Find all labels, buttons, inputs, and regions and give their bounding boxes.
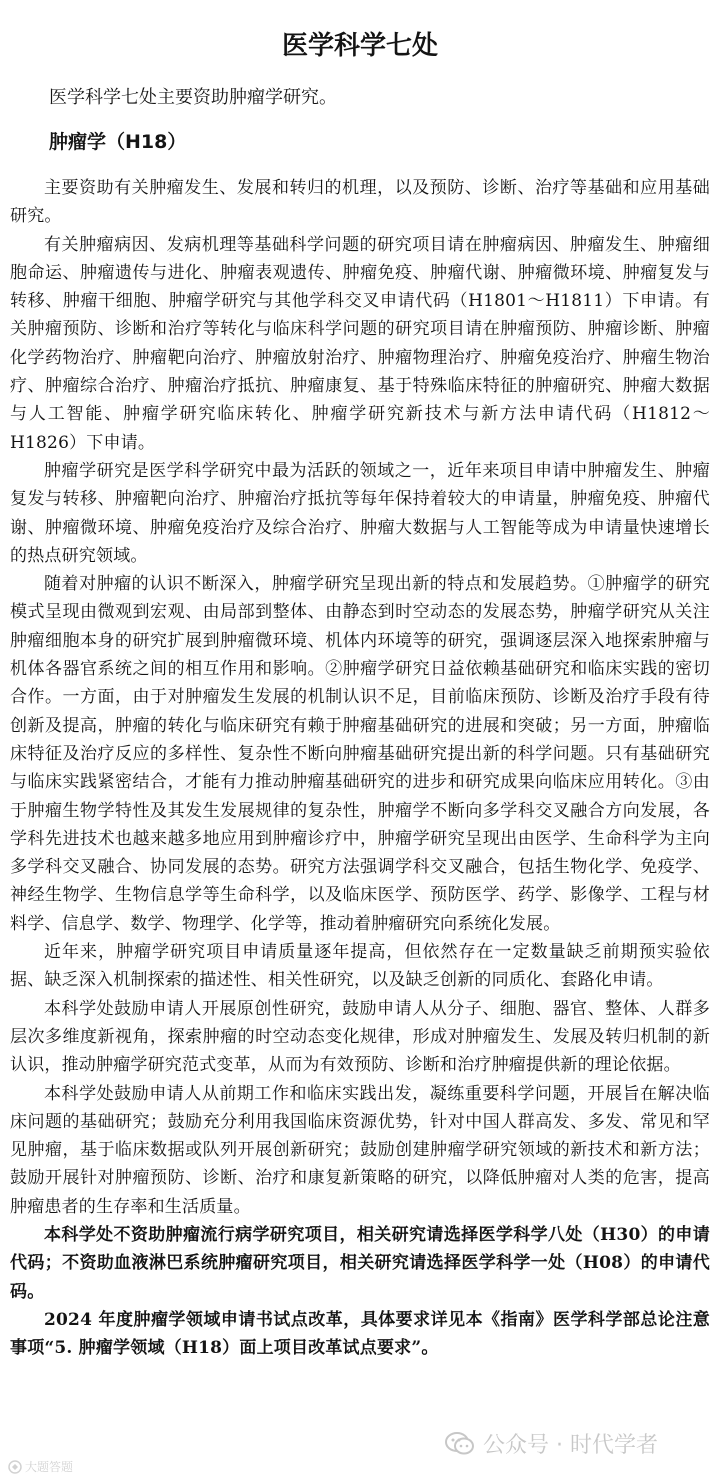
- paragraph-scope: 主要资助有关肿瘤发生、发展和转归的机理，以及预防、诊断、治疗等基础和应用基础研究。: [10, 178, 710, 227]
- paragraph-hotspots: 肿瘤学研究是医学科学研究中最为活跃的领域之一，近年来项目申请中肿瘤发生、肿瘤复发与转移、肿瘤靶向治疗、肿瘤治疗抵抗等每年保持着较大的申请量，肿瘤免疫、肿瘤代谢、肿瘤微环境、肿瘤免疫治疗及综合治疗、肿瘤大数据与人工智能等成为申请量快速增长的热点研究领域。: [10, 460, 710, 566]
- section-heading: 肿瘤学（H18）: [49, 131, 187, 153]
- paragraph-encourage-clinical: 本科学处鼓励申请人从前期工作和临床实践出发，凝练重要科学问题，开展旨在解决临床问题的基础研究；鼓励充分利用我国临床资源优势，针对中国人群高发、多发、常见和罕见肿瘤，基于临床数据或队列开展创新研究；鼓励创建肿瘤学研究领域的新技术和新方法；鼓励开展针对肿瘤预防、诊断、治疗和康复新策略的研究，以降低肿瘤对人类的危害，提高肿瘤患者的生存率和生活质量。: [10, 1083, 710, 1217]
- paragraph-encourage-original: 本科学处鼓励申请人开展原创性研究，鼓励申请人从分子、细胞、器官、整体、人群多层次多维度新视角，探索肿瘤的时空动态变化规律，形成对肿瘤发生、发展及转归机制的新认识，推动肿瘤学研究范式变革，从而为有效预防、诊断和治疗肿瘤提供新的理论依据。: [10, 998, 710, 1076]
- paragraph-exclusions: 本科学处不资助肿瘤流行病学研究项目，相关研究请选择医学科学八处（H30）的申请代码；不资助血液淋巴系统肿瘤研究项目，相关研究请选择医学科学一处（H08）的申请代码。: [10, 1224, 710, 1302]
- page-title: 医学科学七处: [281, 31, 438, 61]
- body-text: [10, 174, 710, 1362]
- wechat-account-text: 公众号 · 时代学者: [483, 1433, 658, 1458]
- watermark: [8, 1458, 73, 1475]
- intro-text: 医学科学七处主要资助肿瘤学研究。: [49, 87, 337, 108]
- watermark-logo-icon: [8, 1460, 22, 1474]
- paragraph-trends: 随着对肿瘤的认识不断深入，肿瘤学研究呈现出新的特点和发展趋势。①肿瘤学的研究模式呈现由微观到宏观、由局部到整体、由静态到时空动态的发展态势，肿瘤学研究从关注肿瘤细胞本身的研究扩展到肿瘤微环境、机体内环境等的研究，强调逐层深入地探索肿瘤与机体各器官系统之间的相互作用和影响。②肿瘤学研究日益依赖基础研究和临床实践的密切合作。一方面，由于对肿瘤发生发展的机制认识不足，目前临床预防、诊断及治疗手段有待创新及提高，肿瘤的转化与临床研究有赖于肿瘤基础研究的进展和突破；另一方面，肿瘤临床特征及治疗反应的多样性、复杂性不断向肿瘤基础研究提出新的科学问题。只有基础研究与临床实践紧密结合，才能有力推动肿瘤基础研究的进步和研究成果向临床应用转化。③由于肿瘤生物学特性及其发生发展规律的复杂性，肿瘤学不断向多学科交叉融合方向发展，各学科先进技术也越来越多地应用到肿瘤诊疗中，肿瘤学研究呈现出由医学、生命科学为主向多学科交叉融合、协同发展的态势。研究方法强调学科交叉融合，包括生物化学、免疫学、神经生物学、生物信息学等生命科学，以及临床医学、预防医学、药学、影像学、工程与材料学、信息学、数学、物理学、化学等，推动着肿瘤研究向系统化发展。: [10, 574, 710, 934]
- wechat-official-account-icon: [445, 1431, 475, 1457]
- paragraph-codes: 有关肿瘤病因、发病机理等基础科学问题的研究项目请在肿瘤病因、肿瘤发生、肿瘤细胞命运、肿瘤遗传与进化、肿瘤表观遗传、肿瘤免疫、肿瘤代谢、肿瘤微环境、肿瘤复发与转移、肿瘤干细胞、肿瘤学研究与其他学科交叉申请代码（H1801～H1811）下申请。有关肿瘤预防、诊断和治疗等转化与临床科学问题的研究项目请在肿瘤预防、肿瘤诊断、肿瘤化学药物治疗、肿瘤靶向治疗、肿瘤放射治疗、肿瘤物理治疗、肿瘤免疫治疗、肿瘤生物治疗、肿瘤综合治疗、肿瘤治疗抵抗、肿瘤康复、基于特殊临床特征的肿瘤研究、肿瘤大数据与人工智能、肿瘤学研究临床转化、肿瘤学研究新技术与新方法申请代码（H1812～H1826）下申请。: [10, 234, 710, 453]
- watermark-text: 大题答题: [25, 1460, 74, 1474]
- paragraph-reform-note: 2024 年度肿瘤学领域申请书试点改革，具体要求详见本《指南》医学科学部总论注意事项“5. 肿瘤学领域（H18）面上项目改革试点要求”。: [10, 1309, 710, 1359]
- paragraph-quality: 近年来，肿瘤学研究项目申请质量逐年提高，但依然存在一定数量缺乏前期预实验依据、缺乏深入机制探索的描述性、相关性研究，以及缺乏创新的同质化、套路化申请。: [10, 942, 710, 991]
- wechat-account-label: [445, 1428, 658, 1459]
